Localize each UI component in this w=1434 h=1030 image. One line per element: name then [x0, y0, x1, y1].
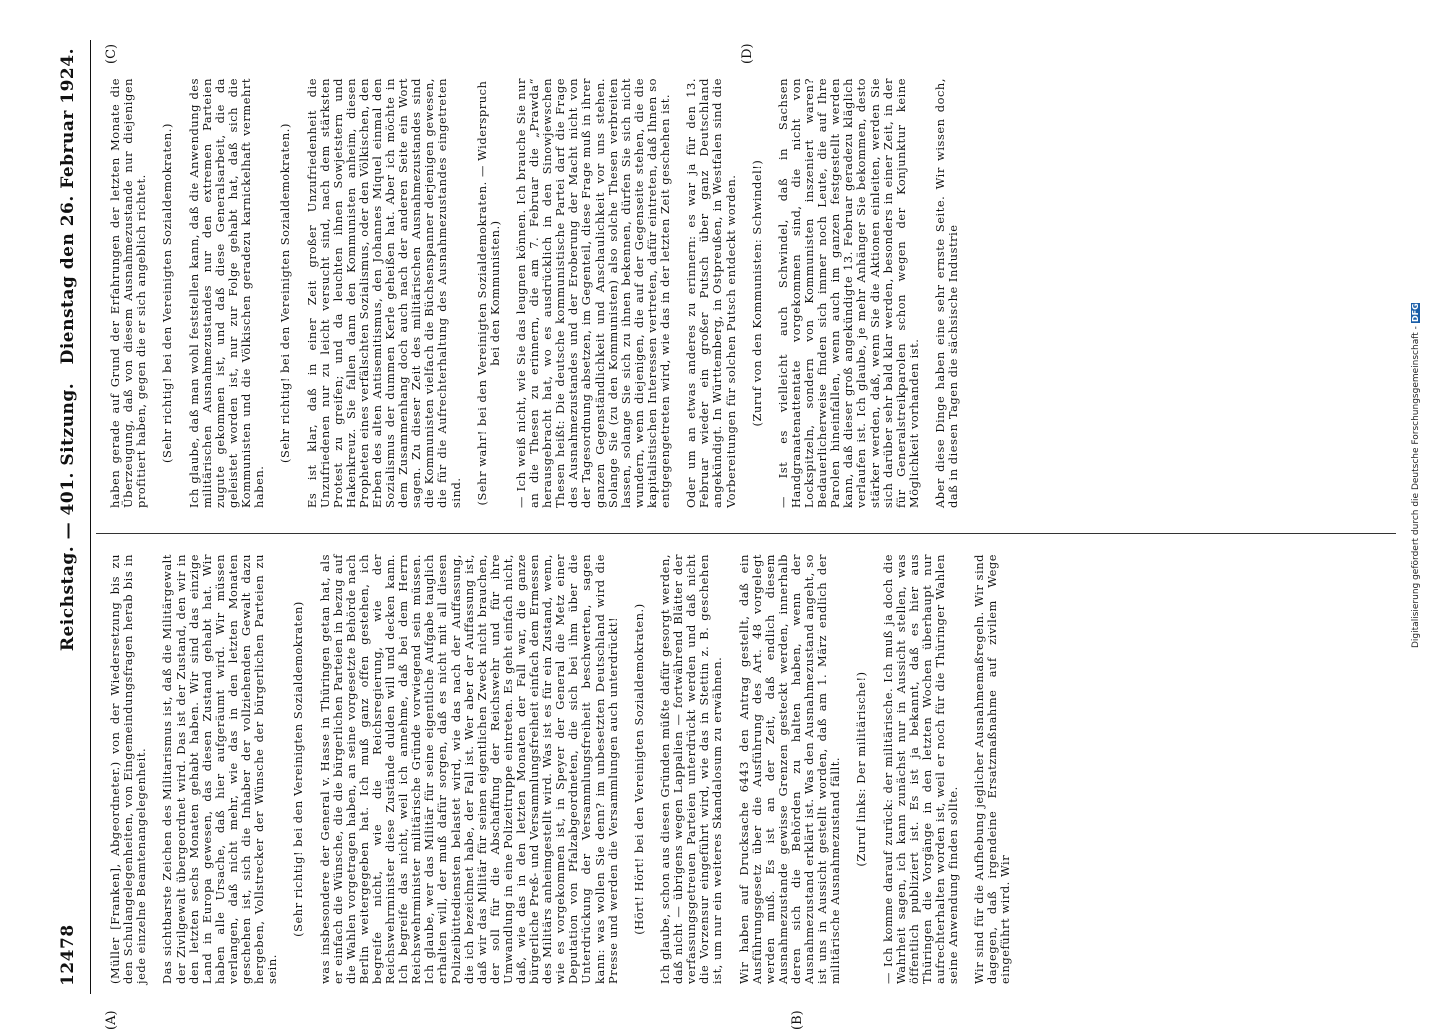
paragraph: haben gerade auf Grund der Erfahrungen der letzten Monate die Überzeugung, daß von diesem Ausnahmezustande nur diejenigen profitiert haben, gegen die er sich angeblich richtet.	[108, 78, 149, 508]
digitization-credit	[1411, 8, 1429, 648]
interjection: (Zuruf links: Der militärische!)	[854, 671, 869, 867]
margin-marker-b: (B)	[790, 1010, 805, 1030]
paragraph: Das sichtbarste Zeichen des Militarismus ist, daß die Militärgewalt der Zivilgewalt übergeordnet wird. Das ist der Zustand, den wir in den letzten sechs Monaten gehabt haben. Wir sind das einzige Land in Europa gewesen, das diesen Zustand gehabt hat. Wir haben alle Ursache, daß hier aufgeräumt wird. Wir müssen verlangen, daß nicht mehr, wie das in den letzten Monaten geschehen ist, sich die Inhaber der vollziehenden Gewalt dazu hergeben, Vollstrecker der Wünsche der bürgerlichen Parteien zu sein.	[160, 554, 280, 984]
paragraph: was insbesondere der General v. Hasse in Thüringen getan hat, als er einfach die Wünsche, die die bürgerlichen Parteien in bezug auf die Wahlen vorgetragen haben, an seine vorgesetzte Behörde nach Berlin weitergegeben hat. Ich muß ganz offen gestehen, ich begreife nicht, wie die Reichsregierung, wie der Reichswehrminister diese Zustände dulden will und decken kann. Ich begreife das nicht, weil ich annehme, daß bei dem Herrn Reichswehrminister militärische Gründe vorwiegend sein müssen. Ich glaube, wer das Militär für seine eigentliche Aufgabe tauglich erhalten will, der muß dafür sorgen, daß es nicht mit all diesen Polizeibüttediensten belastet wird, wie das nach der Auffassung, die ich bezeichnet habe, der Fall ist. Wer aber der Auffassung ist, daß wir das Militär für seinen eigentlichen Zweck nicht brauchen, der soll für die Abschaffung der Reichswehr und für ihre Umwandlung in eine Polizeitruppe eintreten. Es geht einfach nicht, daß, wie das in den letzten Monaten der Fall war, die ganze bürgerliche Preß- und Versammlungsfreiheit einfach dem Ermessen des Militärs anheimgestellt wird. Was ist es für ein Zustand, wenn, wie es vorgekommen ist, in Speyer der General die Metz einer Deputation von Pfalzabgeordneten, die sich bei ihm über die Unterdrückung der Versammlungsfreiheit beschwerten, sagen kann: was wollen Sie denn? im unbesetzten Deutschland wird die Presse und werden die Versammlungen auch unterdrückt!	[317, 554, 620, 984]
paragraph: Aber diese Dinge haben eine sehr ernste Seite. Wir wissen doch, daß in diesen Tagen die sächsische Industrie	[933, 78, 961, 508]
paragraph: Wir haben auf Drucksache 6443 den Antrag gestellt, daß ein Ausführungsgesetz über die Ausführung des Art. 48 vorgelegt werden muß. Es ist an der Zeit, daß endlich diesem Ausnahmezustande gewisse Grenzen gesteckt werden, innerhalb deren sich die Behörden zu halten haben, wenn der Ausnahmezustand erklärt ist. Was den Ausnahmezustand angeht, so ist uns in Aussicht gestellt worden, daß am 1. März endlich der militärische Ausnahmezustand fällt.	[736, 554, 843, 984]
column-divider	[96, 533, 1396, 534]
paragraph: — Ist es vielleicht auch Schwindel, daß in Sachsen Handgranatenattentate vorgekommen sind, die nicht von Lockspitzeln, sondern von Kommunisten inszeniert waren? Bedauerlicherweise finden sich immer noch Leute, die auf Ihre Parolen hineinfallen, wenn auch im ganzen festgestellt werden kann, daß dieser groß angekündigte 13. Februar geradezu kläglich verlaufen ist. Ich glaube, je mehr Anhänger Sie bekommen, desto stärker werden, daß, wenn Sie die Aktionen einleiten, werden Sie sich darüber sehr bald klar werden, besonders in einer Zeit, in der für Generalstreikparolen schon wegen der Konjunktur keine Möglichkeit vorhanden ist.	[775, 78, 921, 508]
right-column	[96, 78, 973, 508]
paragraph: — Ich komme darauf zurück: der militärische. Ich muß ja doch die Wahrheit sagen, ich kann zunächst nur in Aussicht stellen, was öffentlich publiziert ist. Es ist ja bekannt, daß es hier aus Thüringen die Vorgänge in den letzten Wochen überhaupt nur aufrechterhalten worden ist, weil er noch für die Thüringer Wahlen seine Anwendung finden sollte.	[880, 554, 961, 984]
margin-marker-d: (D)	[740, 43, 755, 64]
margin-marker-a: (A)	[104, 1010, 119, 1030]
session-date: Dienstag den 26. Februar 1924.	[58, 48, 78, 365]
session-title: Reichstag. — 401. Sitzung.	[58, 382, 78, 652]
page-header	[50, 40, 91, 994]
paragraph: Ich glaube, schon aus diesen Gründen müßte dafür gesorgt werden, daß nicht — übrigens wegen Lappalien — fortwährend Blätter der verfassungsgetreuen Parteien unterdrückt werden und daß nicht die Vorzensur eingeführt wird, wie das in Stettin z. B. geschehen ist, um nur ein weiteres Skandalosum zu erwähnen.	[658, 554, 725, 984]
dfg-logo: DFG	[1411, 303, 1420, 323]
paragraph: Oder um an etwas anderes zu erinnern: es war ja für den 13. Februar wieder ein großer Putsch über ganz Deutschland angekündigt. In Württemberg, in Ostpreußen, in Westfalen sind die Vorbereitungen für solchen Putsch entdeckt worden.	[684, 78, 738, 508]
page-number: 12478	[58, 924, 78, 986]
paragraph: — Ich weiß nicht, wie Sie das leugnen können. Ich brauche Sie nur an die Thesen zu erinnern, die am 7. Februar die „Prawda“ herausgebracht hat, wo es ausdrücklich in den Sinowjewschen Thesen heißt: Die deutsche kommunistische Partei darf die Frage des Ausnahmezustandes und der Eroberung der Macht nicht von der Tagesordnung absetzen, im Gegenteil, diese Frage muß in ihrer ganzen Gegenständlichkeit und Anschaulichkeit vor uns stehen. Solange Sie (zu den Kommunisten) also solche Thesen verbreiten lassen, solange Sie sich zu ihnen bekennen, dürfen Sie sich nicht wundern, wenn diejenigen, die auf der Gegenseite stehen, die die kapitalistischen Interessen vertreten, dafür eintreten, daß Ihnen so entgegengetreten wird, wie das in der letzten Zeit geschehen ist.	[514, 78, 673, 508]
credit-text: Digitalisierung gefördert durch die Deutsche Forschungsgemeinschaft -	[1411, 326, 1421, 648]
left-column	[96, 554, 1026, 984]
paragraph: Ich glaube, daß man wohl feststellen kann, daß die Anwendung des militärischen Ausnahmezustandes nur den extremen Parteien zugute gekommen ist, und daß diese Generalsarbeit, die da geleistet worden ist, nur zur Folge gehabt hat, daß sich die Kommunisten und die Völkischen geradezu karnickelhaft vermehrt haben.	[186, 78, 267, 508]
interjection: (Sehr wahr! bei den Vereinigten Sozialdemokraten. — Widerspruch bei den Kommunisten.)	[474, 80, 502, 506]
margin-marker-c: (C)	[104, 43, 119, 64]
interjection: (Hört! Hört! bei den Vereinigten Sozialdemokraten.)	[631, 603, 646, 935]
paragraph: Wir sind für die Aufhebung jeglicher Ausnahmemaßregeln. Wir sind dagegen, daß irgendeine Ersatzmaßnahme auf zivilem Wege eingeführt wird. Wir	[972, 554, 1013, 984]
interjection: (Sehr richtig! bei den Vereinigten Sozialdemokraten)	[291, 601, 306, 937]
paragraph: Es ist klar, daß in einer Zeit großer Unzufriedenheit die Unzufriedenen nur zu leicht versucht sind, nach dem stärksten Protest zu greifen; und da leuchten ihnen Sowjetstern und Hakenkreuz. Sie fallen dann den Kommunisten anheim, diesen Propheten eines verfälschten Sozialismus, oder den Völkischen, den Erben des alten Antisemitismus, den Johannes Miquel einmal den Sozialismus der dummen Kerle geheißen hat. Aber ich möchte in dem Zusammenhang doch auch nach der anderen Seite ein Wort sagen. Zu dieser Zeit des militärischen Ausnahmezustandes sind die Kommunisten vielfach die Büchsenspanner derjenigen gewesen, die für die Aufrechterhaltung des Ausnahmezustandes eingetreten sind.	[304, 78, 463, 508]
interjection: (Zuruf von den Kommunisten: Schwindel!)	[749, 159, 764, 427]
paragraph: (Müller [Franken], Abgeordneter.) von der Wiedersetzung bis zu den Schulangelegenheiten, von Eingemeindungsfragen herab bis in jede einzelne Beamtenangelegenheit.	[108, 554, 149, 984]
interjection: (Sehr richtig! bei den Vereinigten Sozialdemokraten.)	[160, 123, 175, 463]
rotated-page	[50, 40, 1410, 1030]
interjection: (Sehr richtig! bei den Vereinigten Sozialdemokraten.)	[278, 123, 293, 463]
